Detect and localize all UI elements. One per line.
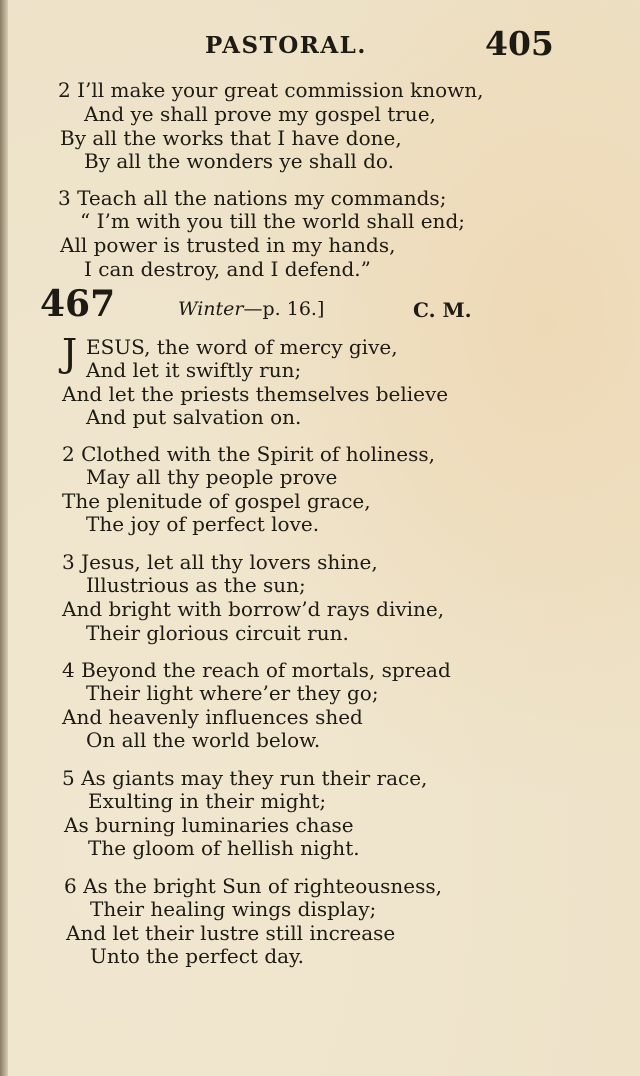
verse-line: 2 I’ll make your great commission known, — [58, 78, 484, 102]
verse-line: And heavenly influences shed — [62, 705, 363, 729]
verse-line: Unto the perfect day. — [90, 944, 305, 968]
verse-line: By all the works that I have done, — [60, 126, 402, 150]
tune-page-ref: —p. 16.] — [243, 298, 325, 320]
verse-line: 5 As giants may they run their race, — [62, 766, 428, 790]
verse-line: Exulting in their might; — [88, 789, 327, 813]
hymn-meter: C. M. — [413, 298, 472, 322]
page-binding-edge — [0, 0, 8, 1076]
verse-line: Illustrious as the sun; — [86, 573, 306, 597]
verse-line: By all the wonders ye shall do. — [84, 149, 394, 173]
verse-line: The joy of perfect love. — [86, 512, 320, 536]
verse-line: Their glorious circuit run. — [86, 621, 349, 645]
verse-line: 2 Clothed with the Spirit of holiness, — [62, 442, 436, 466]
hymn-number: 467 — [40, 283, 116, 325]
verse-line: 3 Jesus, let all thy lovers shine, — [62, 550, 378, 574]
running-header-title: PASTORAL. — [205, 32, 367, 59]
verse-line: The plenitude of gospel grace, — [62, 489, 371, 513]
verse-line: All power is trusted in my hands, — [60, 233, 396, 257]
verse-line: And let their lustre still increase — [66, 921, 396, 945]
verse-line: As burning luminaries chase — [64, 813, 354, 837]
verse-line: On all the world below. — [86, 728, 321, 752]
tune-reference — [178, 298, 324, 320]
verse-line: Their light where’er they go; — [86, 681, 379, 705]
verse-line: May all thy people prove — [86, 465, 338, 489]
verse-line: Their healing wings display; — [90, 897, 377, 921]
tune-name: Winter — [178, 298, 244, 320]
verse-line: And put salvation on. — [86, 405, 302, 429]
verse-line: ESUS, the word of mercy give, — [86, 335, 398, 359]
verse-line: And let it swiftly run; — [86, 358, 302, 382]
verse-line: 6 As the bright Sun of righteousness, — [64, 874, 443, 898]
drop-cap: J — [62, 331, 78, 375]
verse-line: And ye shall prove my gospel true, — [84, 102, 436, 126]
verse-line: I can destroy, and I defend.” — [84, 257, 371, 281]
verse-line: 4 Beyond the reach of mortals, spread — [62, 658, 451, 682]
page-number: 405 — [485, 24, 554, 63]
verse-line: And let the priests themselves believe — [62, 382, 449, 406]
verse-line: “ I’m with you till the world shall end; — [80, 209, 465, 233]
verse-line: The gloom of hellish night. — [88, 836, 360, 860]
verse-line: 3 Teach all the nations my commands; — [58, 186, 447, 210]
verse-line: And bright with borrow’d rays divine, — [62, 597, 445, 621]
